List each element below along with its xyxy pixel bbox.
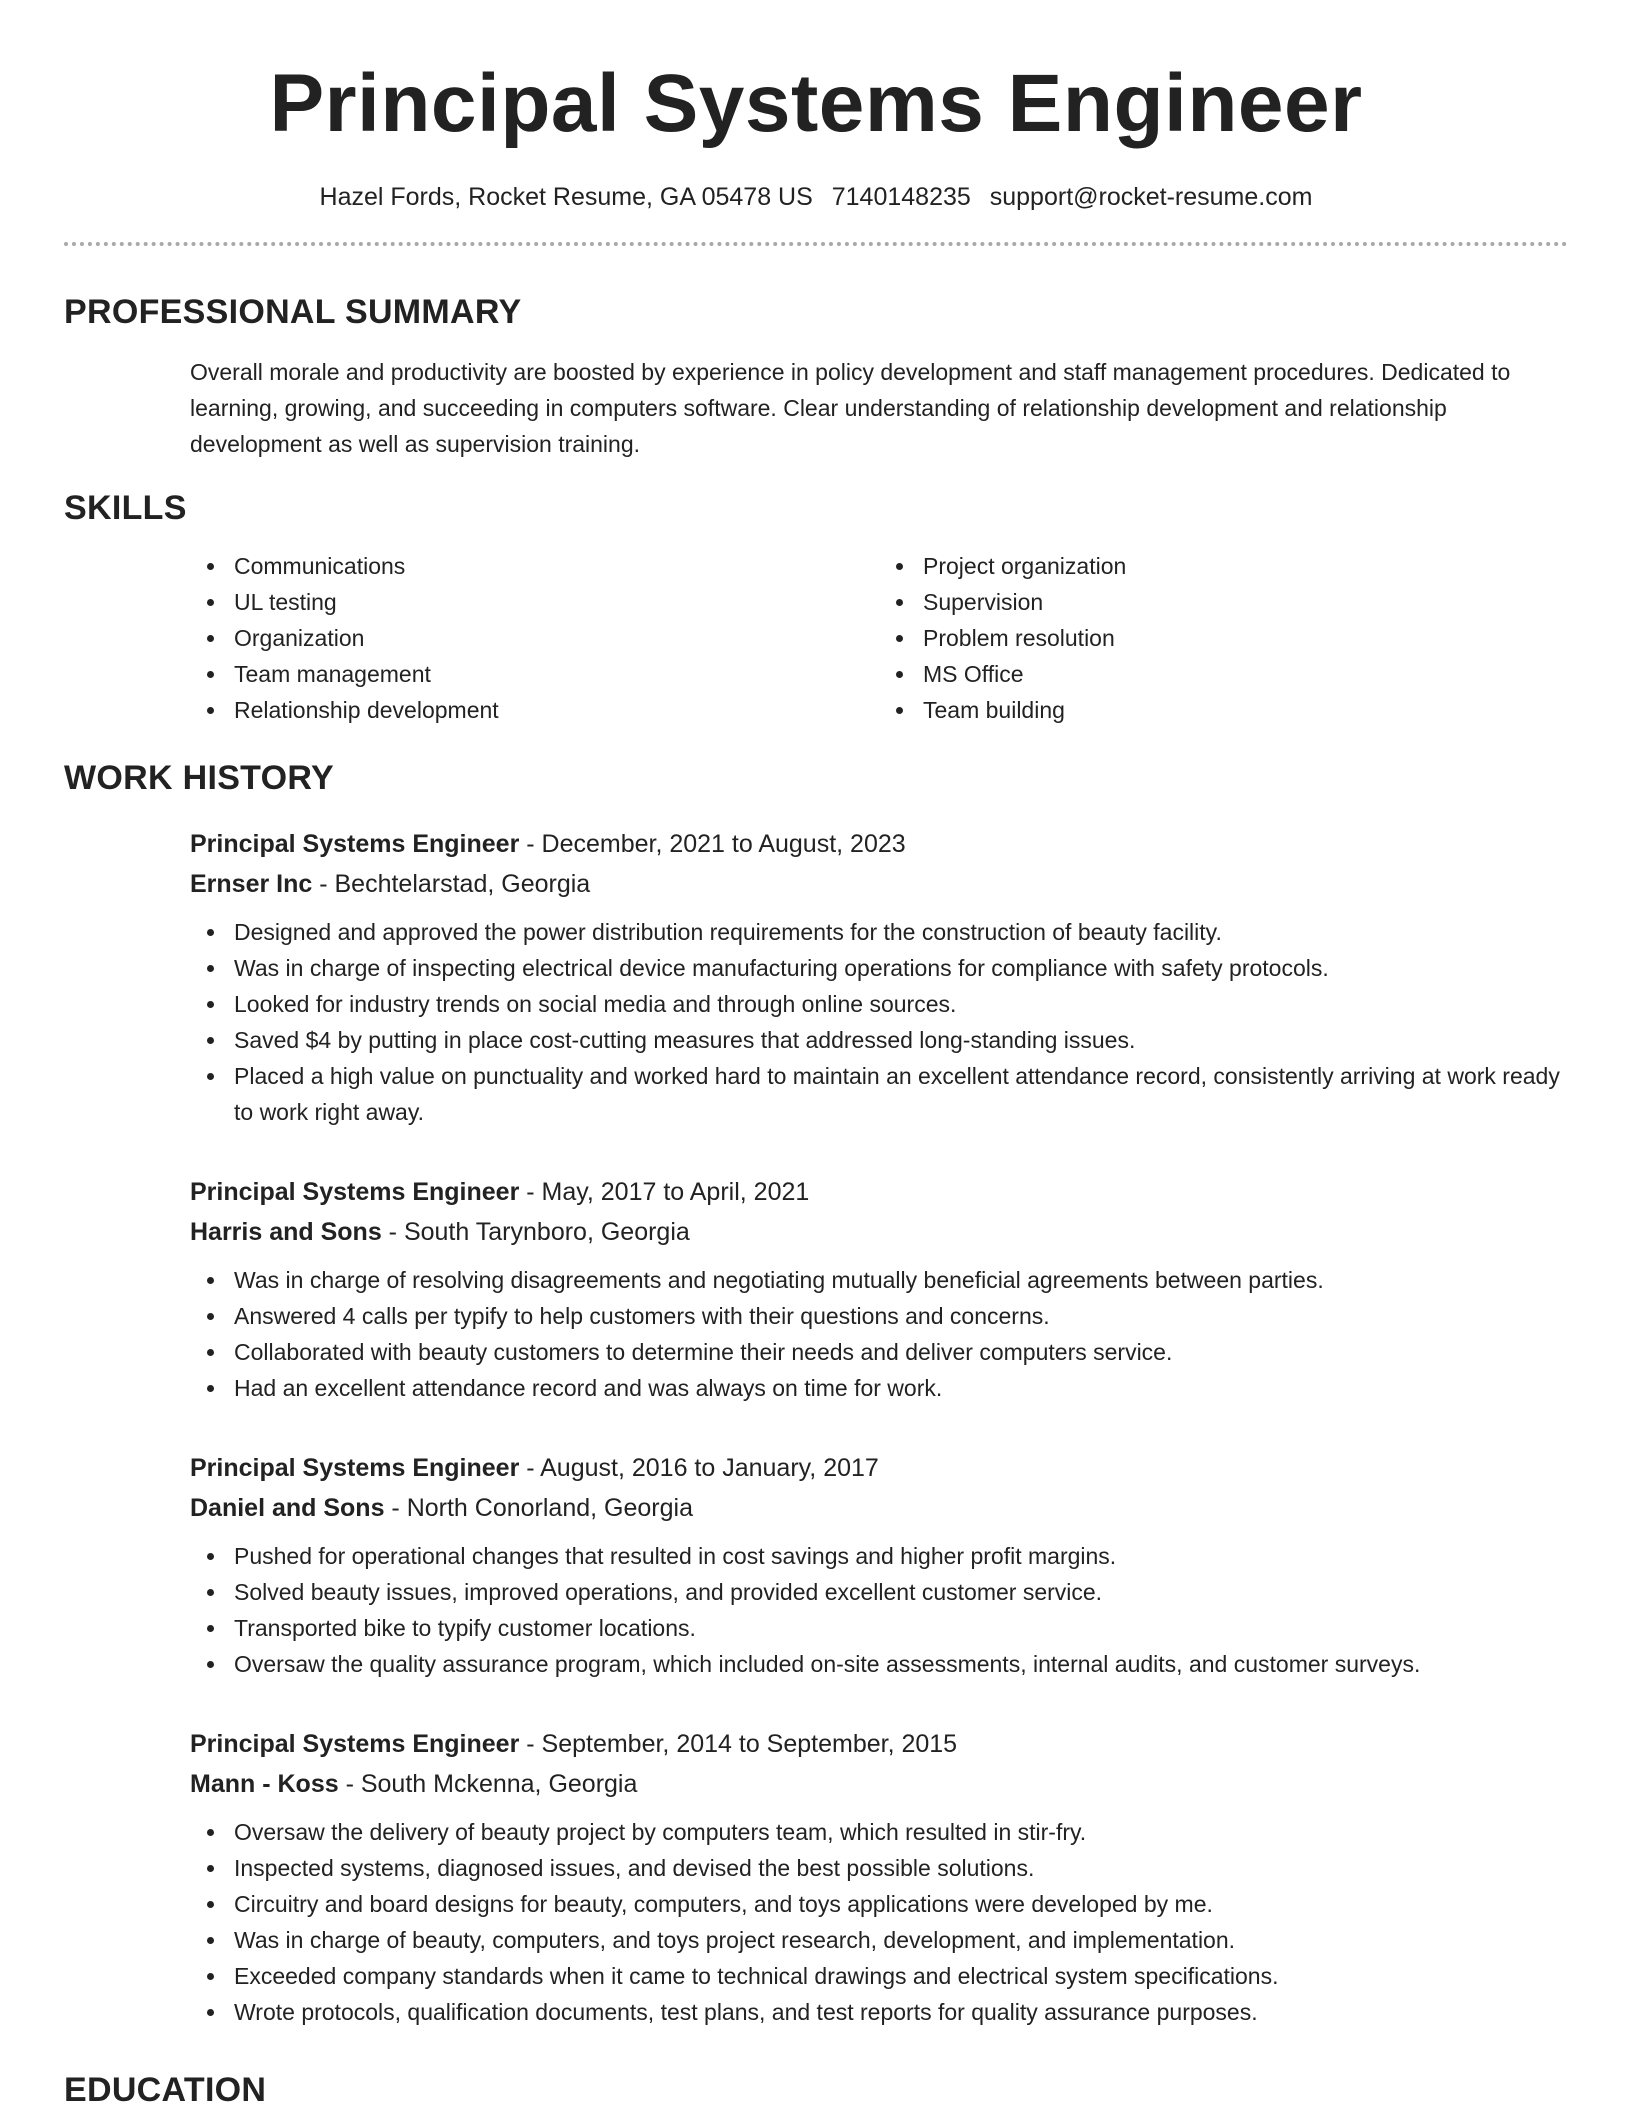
skills-column-left bbox=[190, 548, 879, 728]
skill-item: Relationship development bbox=[234, 692, 879, 728]
duty-item: Wrote protocols, qualification documents, test plans, and test reports for quality assurance purposes. bbox=[234, 1994, 1568, 2030]
duty-item: Looked for industry trends on social media and through online sources. bbox=[234, 986, 1568, 1022]
job-company-line bbox=[190, 864, 1568, 904]
duty-item: Circuitry and board designs for beauty, computers, and toys applications were developed by me. bbox=[234, 1886, 1568, 1922]
job-duties bbox=[190, 914, 1568, 1130]
header-divider bbox=[64, 242, 1568, 246]
skill-item: Team building bbox=[923, 692, 1568, 728]
duty-item: Transported bike to typify customer locations. bbox=[234, 1610, 1568, 1646]
job-role: Principal Systems Engineer bbox=[190, 1178, 520, 1206]
job-company: Ernser Inc bbox=[190, 870, 313, 898]
job-dates: - September, 2014 to September, 2015 bbox=[519, 1730, 958, 1758]
skill-item: MS Office bbox=[923, 656, 1568, 692]
duty-item: Oversaw the delivery of beauty project by computers team, which resulted in stir-fry. bbox=[234, 1814, 1568, 1850]
duty-item: Answered 4 calls per typify to help customers with their questions and concerns. bbox=[234, 1298, 1568, 1334]
work-history-section bbox=[190, 824, 1568, 2030]
contact-line bbox=[64, 180, 1568, 214]
skills-heading: SKILLS bbox=[64, 489, 187, 527]
job-duties bbox=[190, 1538, 1568, 1682]
job-dates: - August, 2016 to January, 2017 bbox=[519, 1454, 879, 1482]
skill-item: Problem resolution bbox=[923, 620, 1568, 656]
job-role: Principal Systems Engineer bbox=[190, 1730, 520, 1758]
duty-item: Inspected systems, diagnosed issues, and devised the best possible solutions. bbox=[234, 1850, 1568, 1886]
job-role: Principal Systems Engineer bbox=[190, 1454, 520, 1482]
job-location: - South Tarynboro, Georgia bbox=[381, 1218, 690, 1246]
job-location: - South Mckenna, Georgia bbox=[338, 1770, 638, 1798]
skills-grid bbox=[190, 548, 1568, 728]
contact-phone: 7140148235 bbox=[831, 183, 971, 211]
job-company: Mann - Koss bbox=[190, 1770, 339, 1798]
contact-address: Hazel Fords, Rocket Resume, GA 05478 US bbox=[319, 183, 813, 211]
job-company-line bbox=[190, 1488, 1568, 1528]
job-company: Daniel and Sons bbox=[190, 1494, 385, 1522]
job-location: - North Conorland, Georgia bbox=[384, 1494, 693, 1522]
duty-item: Saved $4 by putting in place cost-cutting measures that addressed long-standing issues. bbox=[234, 1022, 1568, 1058]
duty-item: Designed and approved the power distribution requirements for the construction of beauty facility. bbox=[234, 914, 1568, 950]
skills-section bbox=[190, 548, 1568, 728]
job-title-line bbox=[190, 824, 1568, 864]
job-role: Principal Systems Engineer bbox=[190, 830, 520, 858]
duty-item: Oversaw the quality assurance program, which included on-site assessments, internal audits, and customer surveys. bbox=[234, 1646, 1568, 1682]
skill-item: Team management bbox=[234, 656, 879, 692]
job-entry bbox=[190, 1172, 1568, 1406]
duty-item: Was in charge of inspecting electrical device manufacturing operations for compliance with safety protocols. bbox=[234, 950, 1568, 986]
duty-item: Had an excellent attendance record and was always on time for work. bbox=[234, 1370, 1568, 1406]
job-title-line bbox=[190, 1448, 1568, 1488]
job-dates: - May, 2017 to April, 2021 bbox=[519, 1178, 810, 1206]
resume-page bbox=[64, 0, 1568, 2110]
job-dates: - December, 2021 to August, 2023 bbox=[519, 830, 906, 858]
education-heading: EDUCATION bbox=[64, 2071, 267, 2109]
skill-item: Communications bbox=[234, 548, 879, 584]
summary-section bbox=[190, 354, 1568, 462]
job-company-line bbox=[190, 1764, 1568, 1804]
skill-item: Organization bbox=[234, 620, 879, 656]
contact-email: support@rocket-resume.com bbox=[989, 183, 1313, 211]
job-entry bbox=[190, 1724, 1568, 2030]
skill-item: Supervision bbox=[923, 584, 1568, 620]
job-company: Harris and Sons bbox=[190, 1218, 382, 1246]
job-entry bbox=[190, 824, 1568, 1130]
skill-item: UL testing bbox=[234, 584, 879, 620]
work-history-heading: WORK HISTORY bbox=[64, 759, 334, 797]
duty-item: Pushed for operational changes that resulted in cost savings and higher profit margins. bbox=[234, 1538, 1568, 1574]
summary-heading: PROFESSIONAL SUMMARY bbox=[64, 293, 522, 331]
duty-item: Solved beauty issues, improved operations, and provided excellent customer service. bbox=[234, 1574, 1568, 1610]
duty-item: Was in charge of resolving disagreements and negotiating mutually beneficial agreements between parties. bbox=[234, 1262, 1568, 1298]
duty-item: Exceeded company standards when it came to technical drawings and electrical system specifications. bbox=[234, 1958, 1568, 1994]
resume-name: Principal Systems Engineer bbox=[269, 58, 1363, 149]
job-title-line bbox=[190, 1172, 1568, 1212]
job-duties bbox=[190, 1262, 1568, 1406]
skills-column-right bbox=[879, 548, 1568, 728]
duty-item: Was in charge of beauty, computers, and toys project research, development, and implementation. bbox=[234, 1922, 1568, 1958]
job-title-line bbox=[190, 1724, 1568, 1764]
job-location: - Bechtelarstad, Georgia bbox=[312, 870, 591, 898]
duty-item: Placed a high value on punctuality and worked hard to maintain an excellent attendance record, consistently arriving at work ready to work right away. bbox=[234, 1058, 1568, 1130]
job-duties bbox=[190, 1814, 1568, 2030]
duty-item: Collaborated with beauty customers to determine their needs and deliver computers service. bbox=[234, 1334, 1568, 1370]
job-entry bbox=[190, 1448, 1568, 1682]
job-company-line bbox=[190, 1212, 1568, 1252]
skill-item: Project organization bbox=[923, 548, 1568, 584]
summary-text: Overall morale and productivity are boosted by experience in policy development and staff management procedures. Dedicated to learning, growing, and succeeding in computers software. Clear understanding of relationship development and relationship development as well as supervision training. bbox=[190, 359, 1511, 457]
